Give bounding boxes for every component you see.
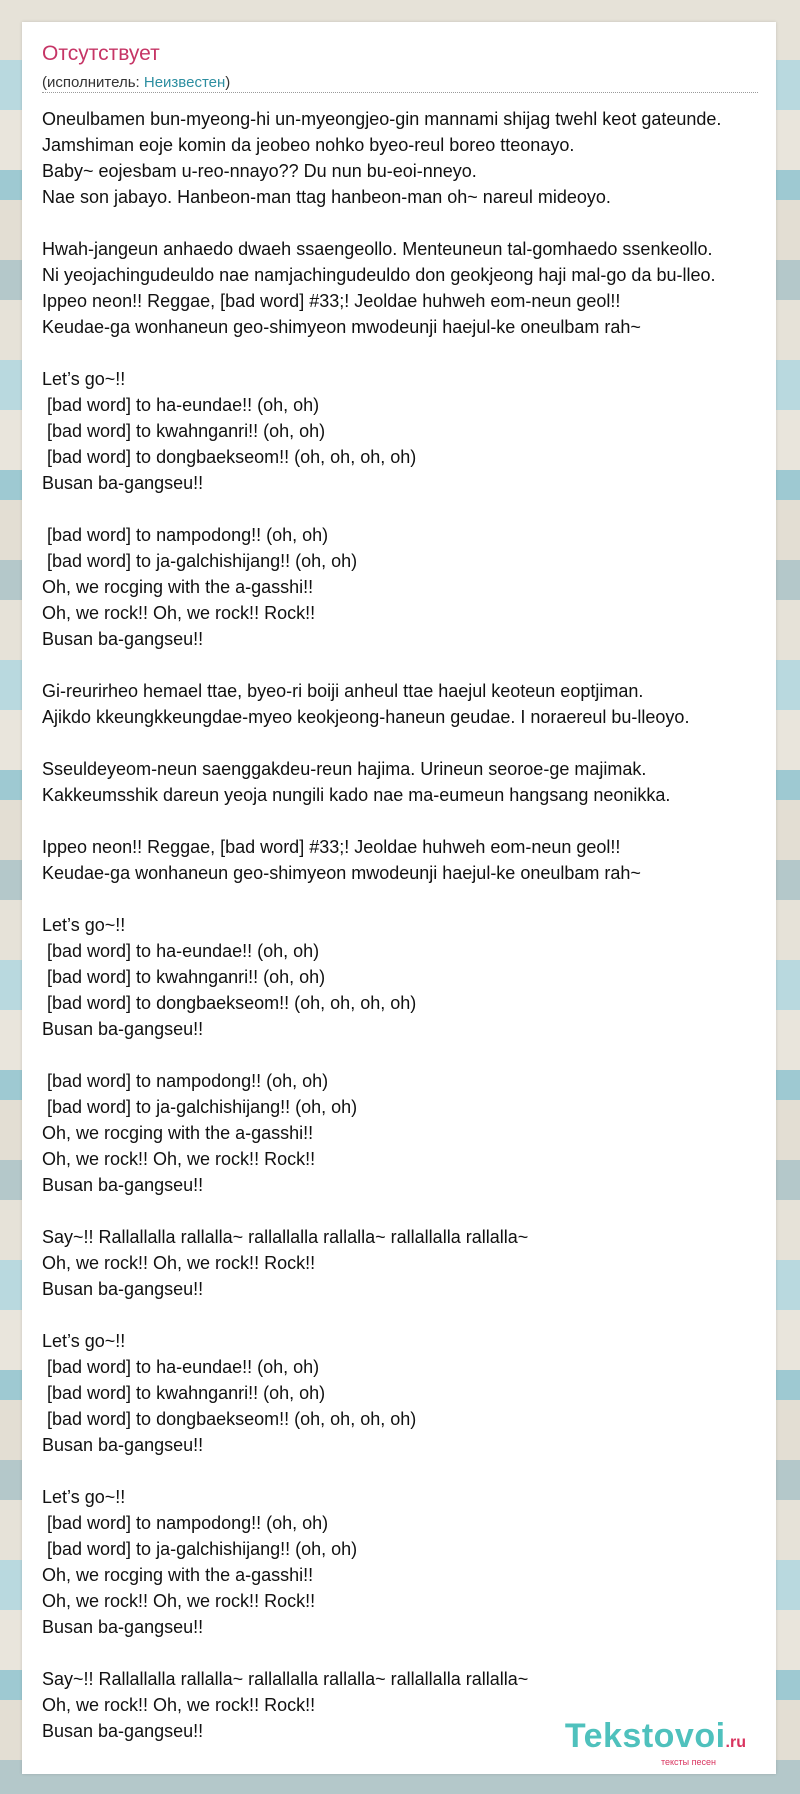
- lyric-line: [bad word] to ja-galchishijang!! (oh, oh): [42, 1539, 358, 1559]
- lyric-line: Oh, we rock!! Oh, we rock!! Rock!!: [42, 1149, 316, 1169]
- lyric-line: Oneulbamen bun-myeong-hi un-myeongjeo-gin mannami shijag twehl keot gateunde.: [42, 109, 722, 129]
- lyric-line: Baby~ eojesbam u-reo-nnayo?? Du nun bu-eoi-nneyo.: [42, 161, 477, 181]
- lyric-line: [bad word] to dongbaekseom!! (oh, oh, oh, oh): [42, 993, 417, 1013]
- logo-tagline: тексты песен: [660, 1757, 716, 1767]
- lyric-line: [bad word] to kwahnganri!! (oh, oh): [42, 421, 326, 441]
- lyric-line: Gi-reurirheo hemael ttae, byeo-ri boiji anheul ttae haejul keoteun eoptjiman.: [42, 681, 644, 701]
- lyric-line: [bad word] to kwahnganri!! (oh, oh): [42, 1383, 326, 1403]
- lyric-line: Let’s go~!!: [42, 369, 126, 389]
- lyric-line: [bad word] to ha-eundae!! (oh, oh): [42, 395, 320, 415]
- lyric-line: Say~!! Rallallalla rallalla~ rallallalla rallalla~ rallallalla rallalla~: [42, 1669, 529, 1689]
- lyric-line: Busan ba-gangseu!!: [42, 1175, 204, 1195]
- lyric-line: Oh, we rock!! Oh, we rock!! Rock!!: [42, 1695, 316, 1715]
- lyrics-text: [42, 106, 782, 1744]
- lyric-line: Let’s go~!!: [42, 1487, 126, 1507]
- lyric-line: Busan ba-gangseu!!: [42, 1279, 204, 1299]
- artist-line: [42, 74, 230, 91]
- lyric-line: Oh, we rocging with the a-gasshi!!: [42, 1565, 314, 1585]
- lyric-line: Nae son jabayo. Hanbeon-man ttag hanbeon-man oh~ nareul mideoyo.: [42, 187, 611, 207]
- lyric-line: Kakkeumsshik dareun yeoja nungili kado nae ma-eumeun hangsang neonikka.: [42, 785, 671, 805]
- lyric-line: Hwah-jangeun anhaedo dwaeh ssaengeollo. Menteuneun tal-gomhaedo ssenkeollo.: [42, 239, 713, 259]
- artist-prefix: (исполнитель:: [42, 74, 144, 91]
- lyric-line: Busan ba-gangseu!!: [42, 629, 204, 649]
- logo-name: Tekstovoi: [564, 1717, 726, 1755]
- lyric-line: Oh, we rock!! Oh, we rock!! Rock!!: [42, 603, 316, 623]
- lyric-line: [bad word] to ja-galchishijang!! (oh, oh): [42, 1097, 358, 1117]
- site-logo[interactable]: [564, 1717, 746, 1767]
- lyric-line: [bad word] to nampodong!! (oh, oh): [42, 1071, 329, 1091]
- lyric-line: Ni yeojachingudeuldo nae namjachingudeuldo don geokjeong haji mal-go da bu-lleo.: [42, 265, 716, 285]
- lyric-line: Busan ba-gangseu!!: [42, 1721, 204, 1741]
- lyric-line: [bad word] to ha-eundae!! (oh, oh): [42, 1357, 320, 1377]
- song-title: Отсутствует: [42, 42, 160, 65]
- lyric-line: Busan ba-gangseu!!: [42, 1617, 204, 1637]
- lyric-line: Oh, we rock!! Oh, we rock!! Rock!!: [42, 1253, 316, 1273]
- lyric-line: Let’s go~!!: [42, 915, 126, 935]
- artist-suffix: ): [225, 74, 231, 91]
- lyric-line: Ippeo neon!! Reggae, [bad word] #33;! Jeoldae huhweh eom-neun geol!!: [42, 291, 621, 311]
- lyric-line: Busan ba-gangseu!!: [42, 1435, 204, 1455]
- artist-link[interactable]: Неизвестен: [143, 74, 226, 91]
- title-divider: [42, 92, 758, 93]
- lyric-line: [bad word] to ja-galchishijang!! (oh, oh): [42, 551, 358, 571]
- logo-suffix: .ru: [725, 1734, 746, 1751]
- lyric-line: Jamshiman eoje komin da jeobeo nohko byeo-reul boreo tteonayo.: [42, 135, 575, 155]
- lyric-line: Ajikdo kkeungkkeungdae-myeo keokjeong-haneun geudae. I noraereul bu-lleoyo.: [42, 707, 690, 727]
- lyric-line: [bad word] to nampodong!! (oh, oh): [42, 525, 329, 545]
- lyric-line: Keudae-ga wonhaneun geo-shimyeon mwodeunji haejul-ke oneulbam rah~: [42, 863, 641, 883]
- lyric-line: Let’s go~!!: [42, 1331, 126, 1351]
- lyric-line: Oh, we rock!! Oh, we rock!! Rock!!: [42, 1591, 316, 1611]
- lyric-line: [bad word] to dongbaekseom!! (oh, oh, oh, oh): [42, 1409, 417, 1429]
- lyric-line: Ippeo neon!! Reggae, [bad word] #33;! Jeoldae huhweh eom-neun geol!!: [42, 837, 621, 857]
- lyric-line: Say~!! Rallallalla rallalla~ rallallalla rallalla~ rallallalla rallalla~: [42, 1227, 529, 1247]
- lyric-line: Busan ba-gangseu!!: [42, 473, 204, 493]
- lyric-line: [bad word] to nampodong!! (oh, oh): [42, 1513, 329, 1533]
- lyric-line: Oh, we rocging with the a-gasshi!!: [42, 577, 314, 597]
- lyric-line: [bad word] to dongbaekseom!! (oh, oh, oh, oh): [42, 447, 417, 467]
- lyrics-card: [22, 22, 776, 1774]
- lyric-line: [bad word] to ha-eundae!! (oh, oh): [42, 941, 320, 961]
- lyric-line: Oh, we rocging with the a-gasshi!!: [42, 1123, 314, 1143]
- lyric-line: Keudae-ga wonhaneun geo-shimyeon mwodeunji haejul-ke oneulbam rah~: [42, 317, 641, 337]
- lyric-line: Busan ba-gangseu!!: [42, 1019, 204, 1039]
- lyric-line: [bad word] to kwahnganri!! (oh, oh): [42, 967, 326, 987]
- lyric-line: Sseuldeyeom-neun saenggakdeu-reun hajima. Urineun seoroe-ge majimak.: [42, 759, 647, 779]
